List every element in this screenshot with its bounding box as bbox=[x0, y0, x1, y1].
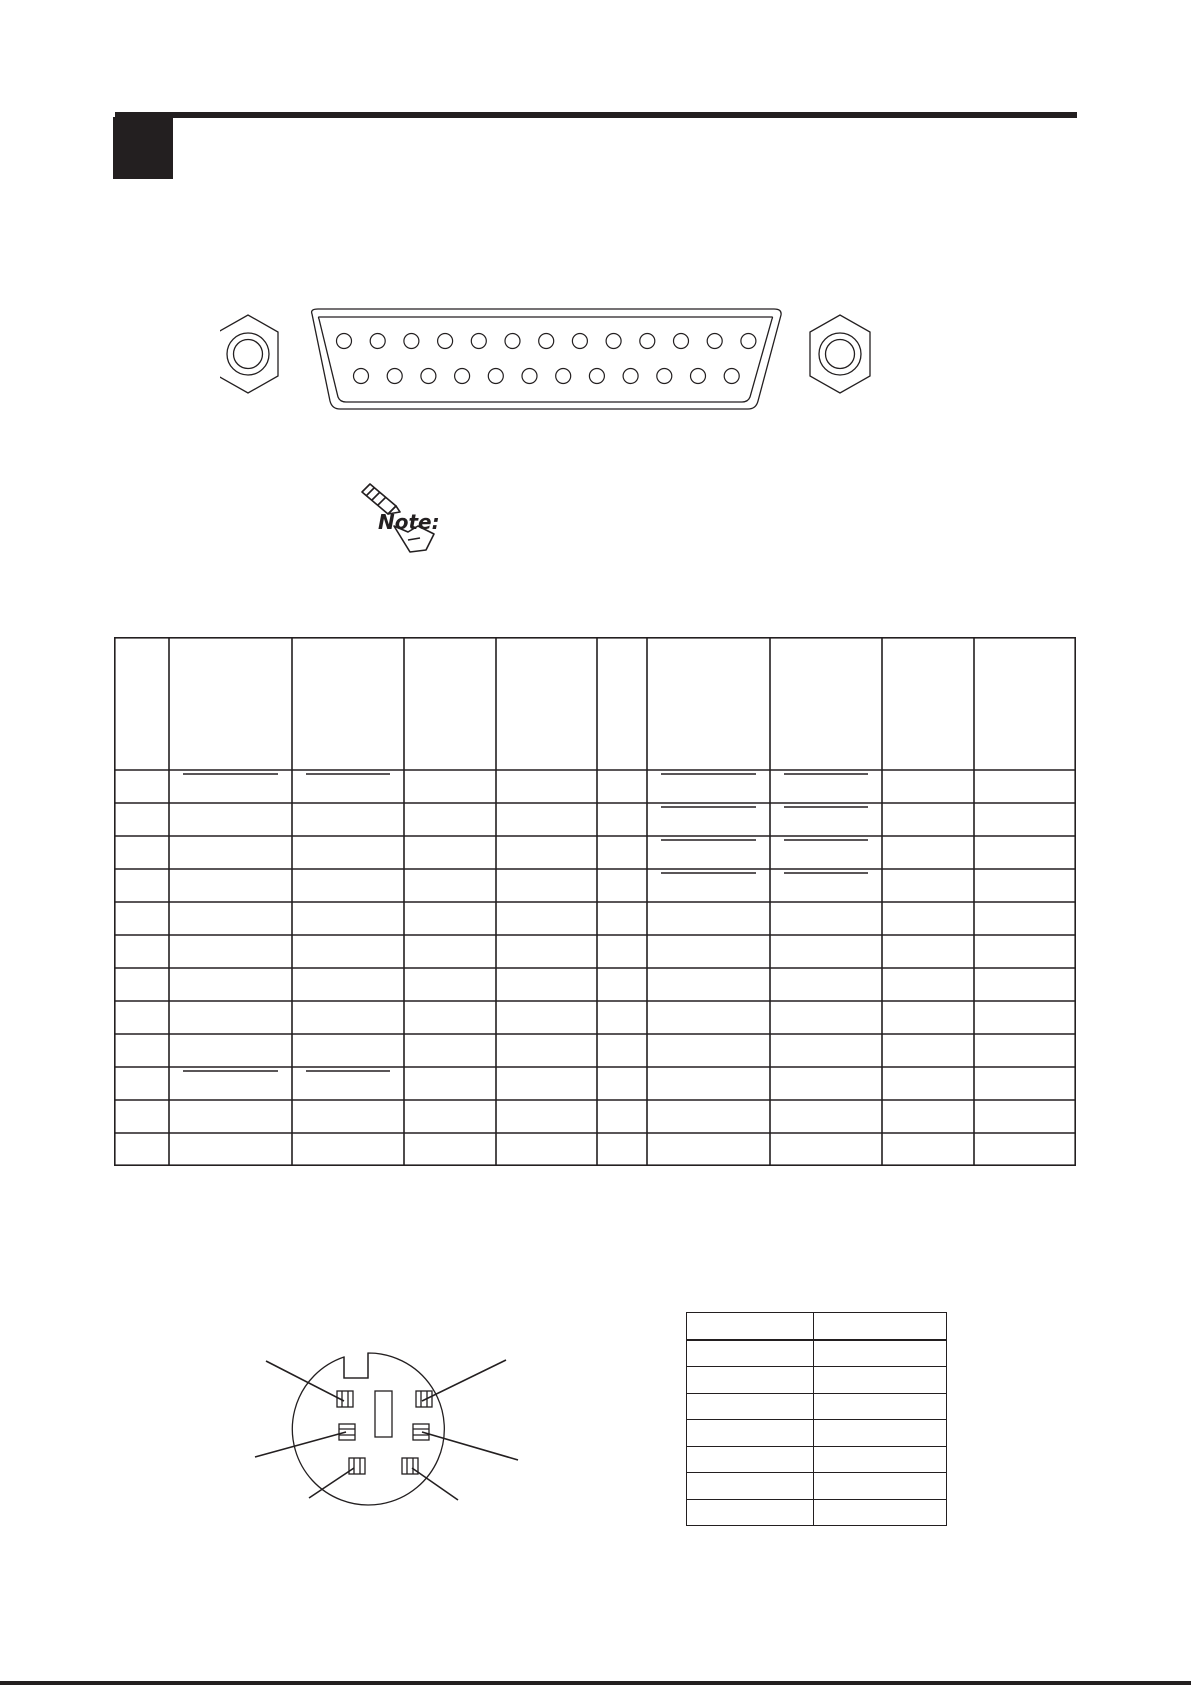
mini-din-table-cell bbox=[814, 1420, 947, 1447]
db25-pin-top-8 bbox=[572, 334, 587, 349]
db25-pin-bottom-10 bbox=[657, 369, 672, 384]
mini-din-table-row bbox=[687, 1420, 947, 1447]
db25-pin-top-2 bbox=[370, 334, 385, 349]
db25-pin-top-9 bbox=[606, 334, 621, 349]
pin-assignment-table bbox=[114, 637, 1076, 1199]
db25-pin-bottom-4 bbox=[455, 369, 470, 384]
mini-din-table-cell bbox=[687, 1340, 814, 1367]
db25-pin-top-7 bbox=[539, 334, 554, 349]
mini-din-table-cell bbox=[814, 1393, 947, 1420]
mini-din-table-cell bbox=[814, 1499, 947, 1526]
mini-din-table-cell bbox=[687, 1393, 814, 1420]
db25-pin-bottom-7 bbox=[556, 369, 571, 384]
mini-din-table-cell bbox=[814, 1340, 947, 1367]
mini-din-table-row bbox=[687, 1473, 947, 1500]
db25-pin-top-12 bbox=[707, 334, 722, 349]
db25-pin-top-11 bbox=[674, 334, 689, 349]
db25-pin-top-3 bbox=[404, 334, 419, 349]
db25-pin-bottom-5 bbox=[488, 369, 503, 384]
db25-pin-top-13 bbox=[741, 334, 756, 349]
db25-pin-top-6 bbox=[505, 334, 520, 349]
db25-pin-top-4 bbox=[438, 334, 453, 349]
mini-din-table-row bbox=[687, 1499, 947, 1526]
mini-din-table-row bbox=[687, 1340, 947, 1367]
db25-pin-bottom-6 bbox=[522, 369, 537, 384]
mini-din-table-cell bbox=[814, 1367, 947, 1394]
mini-din-table-cell bbox=[814, 1473, 947, 1500]
mini-din-table-row bbox=[687, 1446, 947, 1473]
db25-pin-top-10 bbox=[640, 334, 655, 349]
footer-rule bbox=[0, 1681, 1191, 1685]
mini-din-table-cell bbox=[687, 1313, 814, 1340]
mini-din-table-row bbox=[687, 1367, 947, 1394]
pencil-note-icon bbox=[356, 480, 442, 558]
db25-pin-top-1 bbox=[337, 334, 352, 349]
note-label: Note: bbox=[378, 510, 440, 534]
mini-din-table-cell bbox=[687, 1367, 814, 1394]
db25-pin-bottom-12 bbox=[724, 369, 739, 384]
mini-din-table-cell bbox=[687, 1420, 814, 1447]
mini-din-table-cell bbox=[687, 1446, 814, 1473]
db25-pin-bottom-9 bbox=[623, 369, 638, 384]
mini-din-table-cell bbox=[814, 1446, 947, 1473]
mini-din-table-row bbox=[687, 1393, 947, 1420]
mini-din-pin-table bbox=[686, 1312, 947, 1526]
mini-din-table-cell bbox=[687, 1499, 814, 1526]
mini-din-table-cell bbox=[814, 1313, 947, 1340]
mini-din-table-cell bbox=[687, 1473, 814, 1500]
chapter-marker-block bbox=[113, 117, 173, 179]
db25-pin-bottom-2 bbox=[387, 369, 402, 384]
mini-din-table-row bbox=[687, 1313, 947, 1340]
db25-connector-icon bbox=[220, 305, 872, 415]
db25-pin-bottom-11 bbox=[691, 369, 706, 384]
header-rule bbox=[115, 112, 1077, 118]
db25-pin-top-5 bbox=[471, 334, 486, 349]
db25-pin-bottom-8 bbox=[589, 369, 604, 384]
db25-pin-bottom-3 bbox=[421, 369, 436, 384]
mini-din-connector-icon bbox=[252, 1340, 524, 1512]
db25-pin-bottom-1 bbox=[354, 369, 369, 384]
